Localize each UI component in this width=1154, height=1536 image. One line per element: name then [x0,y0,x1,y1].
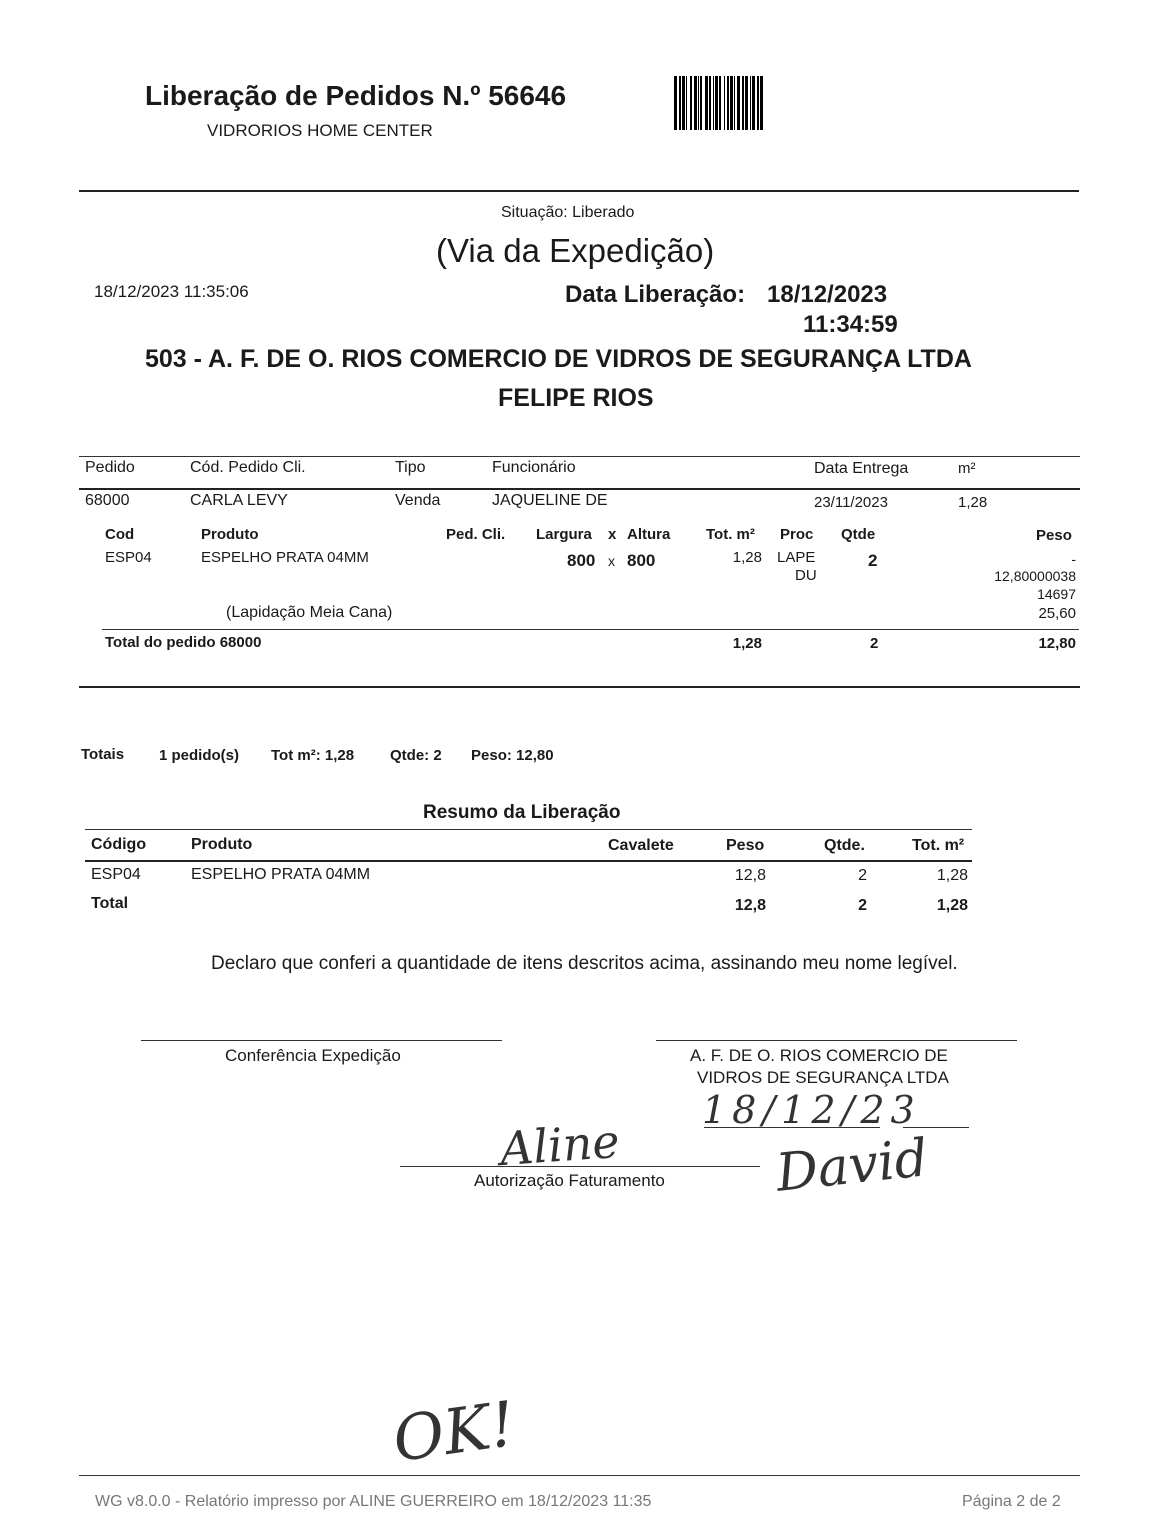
footer-print-info: WG v8.0.0 - Relatório impresso por ALINE GUERREIRO em 18/12/2023 11:35 [95,1493,652,1510]
handwritten-date: 18/12/23 [702,1088,921,1132]
item-peso-line2: 12,80000038 [994,568,1076,584]
resumo-total-qtde: 2 [858,897,867,914]
resumo-header-cavalete: Cavalete [608,837,674,854]
item-produto: ESPELHO PRATA 04MM [201,549,369,566]
item-header-x: x [608,526,617,543]
resumo-total-label: Total [91,895,129,912]
signature-aline: Aline [498,1113,622,1177]
header-m2: m² [958,460,976,477]
barcode-bar [760,76,763,130]
client-contact: FELIPE RIOS [498,384,654,412]
order-data-entrega: 23/11/2023 [814,494,888,511]
resumo-title: Resumo da Liberação [423,802,621,823]
signature-company-line2: VIDROS DE SEGURANÇA LTDA [697,1068,949,1087]
resumo-header-peso: Peso [726,837,765,854]
item-tot-m2: 1,28 [732,549,762,566]
footer-line [79,1475,1080,1476]
item-proc-line2: DU [795,567,817,584]
order-total-qtde: 2 [870,635,879,652]
item-largura: 800 [567,551,596,570]
declaration-text: Declaro que conferi a quantidade de itens descritos acima, assinando meu nome legível. [211,953,958,974]
item-header-produto: Produto [201,526,259,543]
item-header-tot-m2: Tot. m² [706,526,755,543]
header-pedido: Pedido [85,459,135,476]
item-header-proc: Proc [780,526,814,543]
header-funcionario: Funcionário [492,459,576,476]
signature-label-autorizacao: Autorização Faturamento [474,1171,665,1190]
totais-peso: Peso: 12,80 [471,747,554,764]
item-x: x [608,553,615,569]
totais-tot-m2: Tot m²: 1,28 [271,747,355,764]
totais-pedidos: 1 pedido(s) [159,747,240,764]
handwritten-ok: OK! [388,1386,520,1477]
divider [79,190,1079,192]
signature-david: David [773,1128,931,1204]
resumo-row-codigo: ESP04 [91,866,141,883]
order-funcionario: JAQUELINE DE [492,492,608,509]
resumo-header-line [85,860,972,862]
printed-timestamp: 18/12/2023 11:35:06 [94,282,249,301]
handwritten-date-line [704,1127,880,1128]
item-header-cod: Cod [105,526,135,543]
table-header-line [79,488,1080,490]
signature-line-conferencia [141,1040,502,1041]
order-total-label: Total do pedido 68000 [105,634,262,651]
data-liberacao-time: 11:34:59 [803,311,898,338]
handwritten-time-line [903,1127,969,1128]
item-peso-line1: - [1071,551,1076,567]
via-label: (Via da Expedição) [436,232,715,269]
item-header-altura: Altura [627,526,671,543]
status-situacao: Situação: Liberado [501,204,635,221]
resumo-row-qtde: 2 [858,867,867,884]
order-m2: 1,28 [958,494,988,511]
order-total-peso: 12,80 [1038,635,1076,652]
data-liberacao-label: Data Liberação: [565,281,746,308]
resumo-row-produto: ESPELHO PRATA 04MM [191,866,371,883]
item-cod: ESP04 [105,549,152,566]
item-peso-line4: 25,60 [1038,605,1076,622]
resumo-total-tot-m2: 1,28 [936,897,968,914]
resumo-header-produto: Produto [191,836,253,853]
resumo-header-tot-m2: Tot. m² [912,837,965,854]
table-top-line [79,456,1080,457]
item-proc-line1: LAPE [777,549,816,566]
item-header-qtde: Qtde [841,526,876,543]
item-header-largura: Largura [536,526,592,543]
table-bottom-line [79,686,1080,688]
header-tipo: Tipo [395,459,426,476]
resumo-row-tot-m2: 1,28 [936,867,968,884]
barcode [674,76,852,130]
item-total-line [102,629,1079,630]
order-pedido: 68000 [85,492,130,509]
resumo-top-line [85,829,972,830]
header-cod-pedido-cli: Cód. Pedido Cli. [190,459,306,476]
item-qtde: 2 [868,551,878,570]
company-name: VIDRORIOS HOME CENTER [207,121,433,140]
resumo-row-peso: 12,8 [734,867,766,884]
signature-line-company [656,1040,1017,1041]
item-header-ped-cli: Ped. Cli. [446,526,506,543]
order-tipo: Venda [395,492,441,509]
order-cod-pedido-cli: CARLA LEVY [190,492,288,509]
client-name: 503 - A. F. DE O. RIOS COMERCIO DE VIDROS DE SEGURANÇA LTDA [145,345,972,373]
item-altura: 800 [627,551,656,570]
data-liberacao-date: 18/12/2023 [767,281,888,308]
totais-qtde: Qtde: 2 [390,747,442,764]
signature-label-conferencia: Conferência Expedição [225,1046,401,1065]
item-observation: (Lapidação Meia Cana) [226,604,393,621]
resumo-total-peso: 12,8 [734,897,766,914]
signature-company-line1: A. F. DE O. RIOS COMERCIO DE [690,1046,948,1065]
item-peso-line3: 14697 [1037,586,1076,602]
report-title: Liberação de Pedidos N.º 56646 [145,80,567,111]
footer-page-number: Página 2 de 2 [962,1493,1061,1510]
resumo-header-codigo: Código [91,836,147,853]
item-header-peso: Peso [1036,527,1072,544]
resumo-header-qtde: Qtde. [824,837,865,854]
order-total-m2: 1,28 [732,635,762,652]
totais-label: Totais [81,746,125,763]
header-data-entrega: Data Entrega [814,460,909,477]
